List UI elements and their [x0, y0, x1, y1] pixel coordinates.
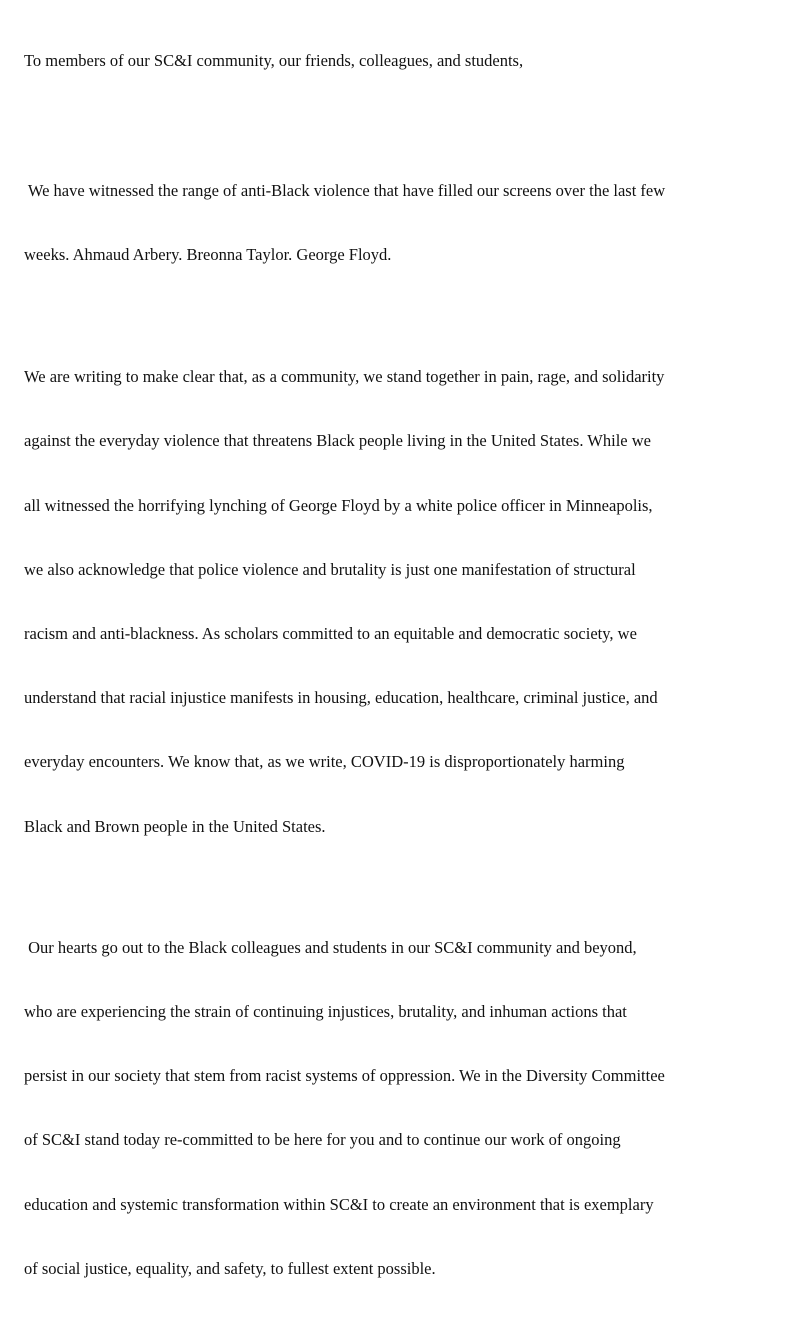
- paragraph-solidarity: [24, 323, 784, 880]
- paragraph-line: against the everyday violence that threatens Black people living in the United States. While we: [24, 431, 651, 451]
- paragraph-line: understand that racial injustice manifests in housing, education, healthcare, criminal justice, and: [24, 688, 658, 708]
- paragraph-line: we also acknowledge that police violence and brutality is just one manifestation of structural: [24, 559, 636, 579]
- paragraph-line: education and systemic transformation within SC&I to create an environment that is exemplary: [24, 1194, 654, 1214]
- paragraph-line: who are experiencing the strain of continuing injustices, brutality, and inhuman actions that: [24, 1001, 627, 1021]
- paragraph-line: Our hearts go out to the Black colleagues and students in our SC&I community and beyond,: [24, 937, 637, 957]
- paragraph-commitment: [24, 894, 784, 1322]
- paragraph-line: We have witnessed the range of anti-Black violence that have filled our screens over the last few: [24, 180, 666, 200]
- salutation: [24, 7, 784, 114]
- paragraph-line: We are writing to make clear that, as a community, we stand together in pain, rage, and solidarity: [24, 367, 665, 387]
- paragraph-line: of social justice, equality, and safety, to fullest extent possible.: [24, 1258, 436, 1278]
- paragraph-line: weeks. Ahmaud Arbery. Breonna Taylor. George Floyd.: [24, 245, 392, 265]
- letter-document: [24, 7, 784, 1334]
- paragraph-line: racism and anti-blackness. As scholars committed to an equitable and democratic society, we: [24, 623, 637, 643]
- paragraph-witnessed: [24, 137, 784, 308]
- paragraph-line: Black and Brown people in the United States.: [24, 816, 326, 836]
- paragraph-line: everyday encounters. We know that, as we write, COVID-19 is disproportionately harming: [24, 752, 625, 772]
- paragraph-line: all witnessed the horrifying lynching of George Floyd by a white police officer in Minneapolis,: [24, 495, 653, 515]
- paragraph-line: persist in our society that stem from racist systems of oppression. We in the Diversity Committee: [24, 1066, 665, 1086]
- paragraph-line: of SC&I stand today re-committed to be here for you and to continue our work of ongoing: [24, 1130, 621, 1150]
- salutation-line: To members of our SC&I community, our friends, colleagues, and students,: [24, 50, 524, 70]
